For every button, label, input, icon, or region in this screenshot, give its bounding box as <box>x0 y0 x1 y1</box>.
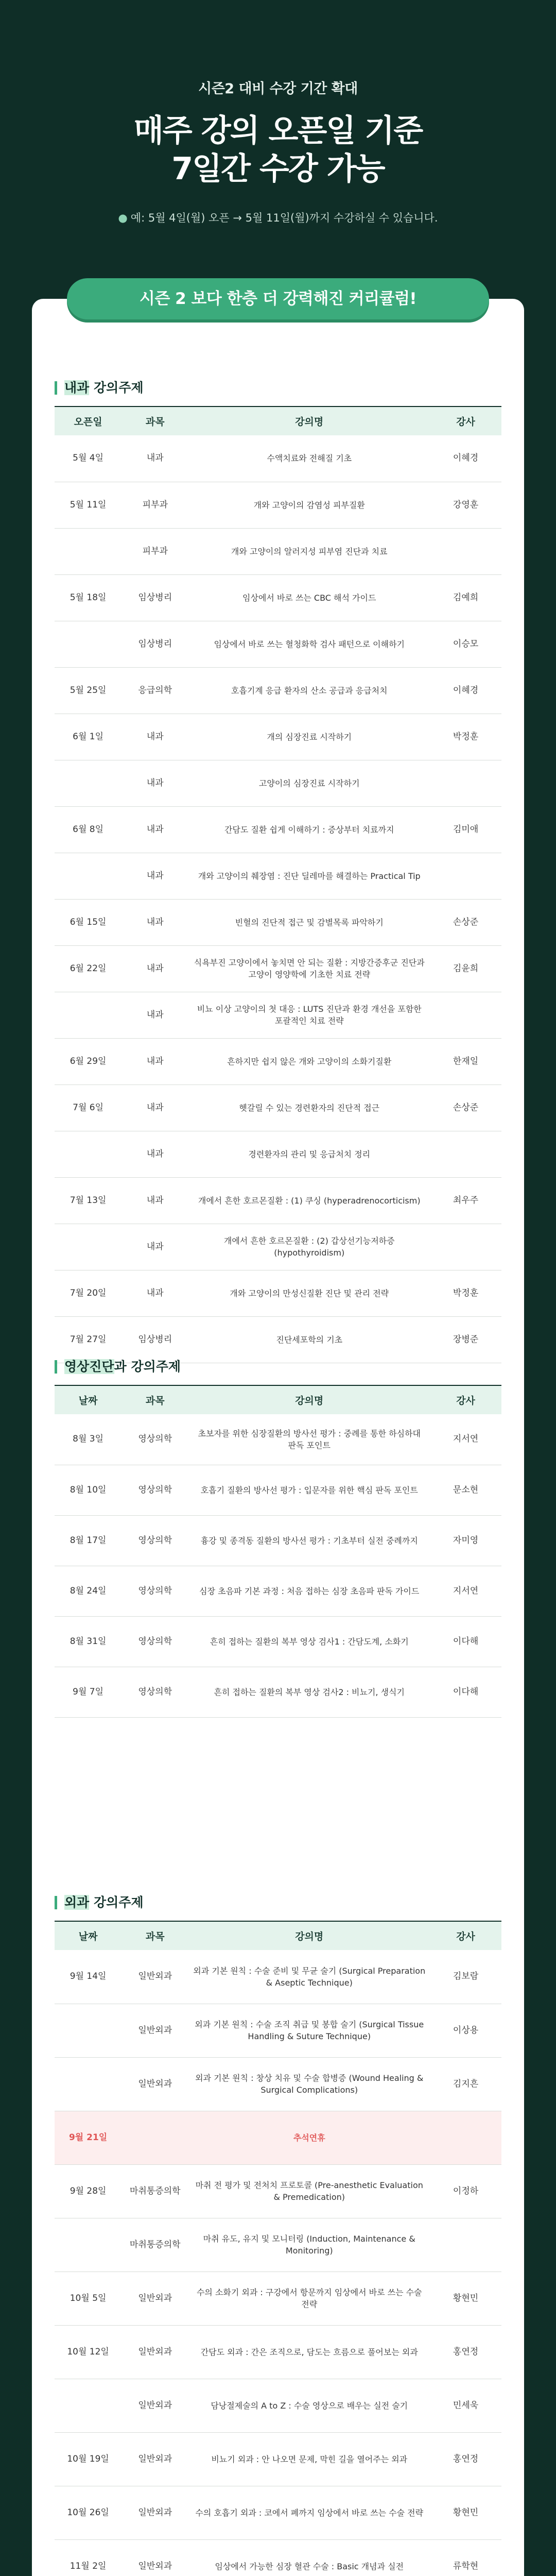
table-row <box>55 435 501 482</box>
instructor-cell: 장병준 <box>430 1316 501 1363</box>
lecture-cell: 비뇨기 외과 : 안 나오면 문제, 막힌 길을 열어주는 외과 <box>188 2432 430 2486</box>
table-row <box>55 992 501 1038</box>
date-cell: 10월 5일 <box>55 2272 121 2325</box>
date-cell: 8월 17일 <box>55 1515 121 1566</box>
table-row <box>55 899 501 945</box>
date-cell <box>55 2004 121 2057</box>
date-cell: 9월 14일 <box>55 1950 121 2004</box>
table-row <box>55 2486 501 2539</box>
hero-subtitle: 시즌2 대비 수강 기간 확대 <box>198 81 358 97</box>
date-cell <box>55 2057 121 2111</box>
date-cell <box>55 621 121 667</box>
table-header: 강의명 <box>188 406 430 435</box>
date-cell <box>55 2218 121 2272</box>
table-row <box>55 2111 501 2164</box>
lecture-cell: 흔히 접하는 질환의 복부 영상 검사2 : 비뇨기, 생식기 <box>188 1667 430 1717</box>
lecture-cell: 비뇨 이상 고양이의 첫 대응 : LUTS 진단과 환경 개선을 포함한 포괄적인 치료 전략 <box>188 992 430 1038</box>
hero-section <box>0 0 556 224</box>
subject-cell: 내과 <box>121 1177 188 1224</box>
date-cell: 7월 20일 <box>55 1270 121 1316</box>
instructor-cell: 김지흔 <box>430 2057 501 2111</box>
instructor-cell: 홍연정 <box>430 2325 501 2379</box>
lecture-cell: 수액치료와 전해질 기초 <box>188 435 430 482</box>
lecture-cell: 임상에서 바로 쓰는 CBC 해석 가이드 <box>188 574 430 621</box>
table-header: 강사 <box>430 1385 501 1414</box>
table-row <box>55 528 501 574</box>
instructor-cell: 지서연 <box>430 1566 501 1616</box>
lecture-cell: 수의 호흡기 외과 : 코에서 폐까지 임상에서 바로 쓰는 수술 전략 <box>188 2486 430 2539</box>
subject-cell: 영상의학 <box>121 1667 188 1717</box>
lecture-cell: 간담도 질환 쉽게 이해하기 : 증상부터 치료까지 <box>188 806 430 853</box>
instructor-cell: 황현민 <box>430 2486 501 2539</box>
lecture-cell: 임상에서 바로 쓰는 혈청화학 검사 패턴으로 이해하기 <box>188 621 430 667</box>
table-row <box>55 2432 501 2486</box>
lecture-cell: 고양이의 심장진료 시작하기 <box>188 760 430 806</box>
table-row <box>55 2218 501 2272</box>
date-cell <box>55 853 121 899</box>
instructor-cell <box>430 760 501 806</box>
table-row <box>55 760 501 806</box>
subject-cell: 영상의학 <box>121 1616 188 1667</box>
date-cell: 8월 3일 <box>55 1414 121 1465</box>
lecture-cell: 개와 고양이의 알러지성 피부염 진단과 치료 <box>188 528 430 574</box>
instructor-cell <box>430 2111 501 2164</box>
table-row <box>55 667 501 714</box>
instructor-cell: 이상용 <box>430 2004 501 2057</box>
instructor-cell: 손상준 <box>430 1084 501 1131</box>
table-header: 과목 <box>121 406 188 435</box>
lecture-cell: 간담도 외과 : 간은 조직으로, 담도는 흐름으로 풀어보는 외과 <box>188 2325 430 2379</box>
subject-cell: 마취통증의학 <box>121 2164 188 2218</box>
subject-cell: 일반외과 <box>121 2004 188 2057</box>
table-row <box>55 1177 501 1224</box>
instructor-cell: 이다해 <box>430 1616 501 1667</box>
lecture-cell: 외과 기본 원칙 : 수술 조직 취급 및 봉합 술기 (Surgical Tissue Handling & Suture Technique) <box>188 2004 430 2057</box>
instructor-cell: 김예희 <box>430 574 501 621</box>
instructor-cell: 민세욱 <box>430 2379 501 2432</box>
instructor-cell: 손상준 <box>430 899 501 945</box>
lecture-cell: 개의 심장진료 시작하기 <box>188 714 430 760</box>
subject-cell: 내과 <box>121 714 188 760</box>
date-cell: 10월 12일 <box>55 2325 121 2379</box>
table-row <box>55 2004 501 2057</box>
table-row <box>55 1414 501 1465</box>
instructor-cell <box>430 2218 501 2272</box>
date-cell: 10월 26일 <box>55 2486 121 2539</box>
table-row <box>55 2164 501 2218</box>
date-cell <box>55 528 121 574</box>
instructor-cell <box>430 853 501 899</box>
table-row <box>55 1667 501 1717</box>
lecture-cell: 개와 고양이의 감염성 피부질환 <box>188 482 430 528</box>
subject-cell: 내과 <box>121 1038 188 1084</box>
table-row <box>55 1084 501 1131</box>
section-title <box>55 381 501 395</box>
section-title-highlight: 영상진단 <box>64 1359 114 1374</box>
lecture-cell: 임상에서 가능한 심장 혈관 수술 : Basic 개념과 실전 <box>188 2539 430 2576</box>
date-cell: 5월 18일 <box>55 574 121 621</box>
instructor-cell <box>430 1224 501 1270</box>
date-cell: 7월 6일 <box>55 1084 121 1131</box>
subject-cell: 내과 <box>121 899 188 945</box>
instructor-cell: 이혜경 <box>430 435 501 482</box>
section-title-highlight: 내과 <box>64 380 90 395</box>
subject-cell <box>121 2111 188 2164</box>
lecture-cell: 흔히 접하는 질환의 복부 영상 검사1 : 간담도계, 소화기 <box>188 1616 430 1667</box>
lecture-cell: 마취 전 평가 및 전처치 프로토콜 (Pre-anesthetic Evaluation & Premedication) <box>188 2164 430 2218</box>
hero-title-line1: 매주 강의 오픈일 기준 <box>133 113 423 149</box>
date-cell: 9월 28일 <box>55 2164 121 2218</box>
subject-cell: 내과 <box>121 853 188 899</box>
lecture-cell: 흉강 및 종격동 질환의 방사선 평가 : 기초부터 실전 중례까지 <box>188 1515 430 1566</box>
subject-cell: 임상병리 <box>121 621 188 667</box>
subject-cell: 영상의학 <box>121 1515 188 1566</box>
subject-cell: 응급의학 <box>121 667 188 714</box>
subject-cell: 내과 <box>121 806 188 853</box>
instructor-cell <box>430 528 501 574</box>
instructor-cell: 김미애 <box>430 806 501 853</box>
date-cell: 9월 7일 <box>55 1667 121 1717</box>
table-row <box>55 2057 501 2111</box>
subject-cell: 일반외과 <box>121 2325 188 2379</box>
lecture-cell: 초보자를 위한 심장질환의 방사선 평가 : 중례를 통한 하심하대 판독 포인트 <box>188 1414 430 1465</box>
table-row <box>55 2272 501 2325</box>
instructor-cell: 최우주 <box>430 1177 501 1224</box>
curriculum-banner: 시즌 2 보다 한층 더 강력해진 커리큘럼! <box>67 278 489 319</box>
subject-cell: 영상의학 <box>121 1566 188 1616</box>
date-cell <box>55 2379 121 2432</box>
lecture-cell: 호흡기계 응급 환자의 산소 공급과 응급처치 <box>188 667 430 714</box>
table-row <box>55 1270 501 1316</box>
date-cell <box>55 760 121 806</box>
section-title-rest: 과 강의주제 <box>114 1359 181 1374</box>
instructor-cell <box>430 1131 501 1177</box>
subject-cell: 피부과 <box>121 528 188 574</box>
instructor-cell: 이승모 <box>430 621 501 667</box>
subject-cell: 내과 <box>121 435 188 482</box>
instructor-cell: 지서연 <box>430 1414 501 1465</box>
hero-note-text: 예: 5월 4일(월) 오픈 → 5월 11일(월)까지 수강하실 수 있습니다. <box>130 212 438 224</box>
table-row <box>55 621 501 667</box>
date-cell: 5월 4일 <box>55 435 121 482</box>
section-title-rest: 강의주제 <box>89 1895 144 1910</box>
imaging-section <box>32 1360 524 1718</box>
hero-title-line2: 7일간 수강 가능 <box>171 151 385 187</box>
date-cell <box>55 1224 121 1270</box>
table-header: 날짜 <box>55 1385 121 1414</box>
table-row <box>55 482 501 528</box>
section-title <box>55 1360 501 1374</box>
date-cell: 5월 25일 <box>55 667 121 714</box>
table-header: 과목 <box>121 1385 188 1414</box>
date-cell: 5월 11일 <box>55 482 121 528</box>
instructor-cell: 이혜경 <box>430 667 501 714</box>
instructor-cell: 강영훈 <box>430 482 501 528</box>
date-cell: 6월 15일 <box>55 899 121 945</box>
table-row <box>55 1515 501 1566</box>
lecture-cell: 개와 고양이의 췌장염 : 진단 딜레마를 해결하는 Practical Tip <box>188 853 430 899</box>
table-row <box>55 1316 501 1363</box>
table-row <box>55 1465 501 1515</box>
instructor-cell: 김보람 <box>430 1950 501 2004</box>
date-cell: 6월 1일 <box>55 714 121 760</box>
date-cell <box>55 1131 121 1177</box>
table-row <box>55 1131 501 1177</box>
subject-cell: 내과 <box>121 992 188 1038</box>
section-title-rest: 강의주제 <box>89 380 144 395</box>
section-title-highlight: 외과 <box>64 1895 90 1910</box>
instructor-cell: 류학현 <box>430 2539 501 2576</box>
subject-cell: 내과 <box>121 1224 188 1270</box>
lecture-cell: 추석연휴 <box>188 2111 430 2164</box>
table-header: 강의명 <box>188 1921 430 1950</box>
lecture-cell: 개에서 흔한 호르몬질환 : (2) 갑상선기능저하증 (hypothyroidism) <box>188 1224 430 1270</box>
internal-medicine-section <box>32 381 524 1363</box>
subject-cell: 일반외과 <box>121 2272 188 2325</box>
date-cell: 6월 29일 <box>55 1038 121 1084</box>
date-cell: 7월 27일 <box>55 1316 121 1363</box>
instructor-cell: 홍연정 <box>430 2432 501 2486</box>
date-cell: 6월 22일 <box>55 945 121 992</box>
table-header: 날짜 <box>55 1921 121 1950</box>
table-row <box>55 1038 501 1084</box>
lecture-cell: 담낭절제술의 A to Z : 수술 영상으로 배우는 실전 술기 <box>188 2379 430 2432</box>
schedule-table <box>55 1921 501 2576</box>
lecture-cell: 개와 고양이의 만성신질환 진단 및 관리 전략 <box>188 1270 430 1316</box>
subject-cell: 내과 <box>121 945 188 992</box>
date-cell: 8월 10일 <box>55 1465 121 1515</box>
date-cell: 8월 24일 <box>55 1566 121 1616</box>
surgery-section <box>32 1896 524 2576</box>
lecture-cell: 마취 유도, 유지 및 모니터링 (Induction, Maintenance & Monitoring) <box>188 2218 430 2272</box>
lecture-cell: 진단세포학의 기초 <box>188 1316 430 1363</box>
lecture-cell: 경련환자의 관리 및 응급처치 정리 <box>188 1131 430 1177</box>
instructor-cell: 황현민 <box>430 2272 501 2325</box>
subject-cell: 일반외과 <box>121 1950 188 2004</box>
lecture-cell: 빈혈의 진단적 접근 및 감별목록 파악하기 <box>188 899 430 945</box>
date-cell: 11월 2일 <box>55 2539 121 2576</box>
subject-cell: 일반외과 <box>121 2057 188 2111</box>
lecture-cell: 외과 기본 원칙 : 창상 치유 및 수술 합병증 (Wound Healing & Surgical Complications) <box>188 2057 430 2111</box>
instructor-cell: 문소현 <box>430 1465 501 1515</box>
table-row <box>55 806 501 853</box>
instructor-cell: 이다해 <box>430 1667 501 1717</box>
date-cell: 10월 19일 <box>55 2432 121 2486</box>
lecture-cell: 개에서 흔한 호르몬질환 : (1) 쿠싱 (hyperadrenocorticism) <box>188 1177 430 1224</box>
lecture-cell: 외과 기본 원칙 : 수술 준비 및 무균 술기 (Surgical Preparation & Aseptic Technique) <box>188 1950 430 2004</box>
lecture-cell: 헷갈릴 수 있는 경련환자의 진단적 접근 <box>188 1084 430 1131</box>
table-row <box>55 1224 501 1270</box>
section-title <box>55 1896 501 1909</box>
lecture-cell: 수의 소화기 외과 : 구강에서 항문까지 임상에서 바로 쓰는 수술 전략 <box>188 2272 430 2325</box>
lecture-cell: 심장 초음파 기본 과정 : 처음 접하는 심장 초음파 판독 가이드 <box>188 1566 430 1616</box>
subject-cell: 임상병리 <box>121 574 188 621</box>
subject-cell: 영상의학 <box>121 1414 188 1465</box>
schedule-table <box>55 1385 501 1718</box>
hero-note <box>0 210 556 225</box>
table-row <box>55 1950 501 2004</box>
schedule-table <box>55 406 501 1363</box>
lecture-cell: 식욕부진 고양이에서 놓치면 안 되는 질환 : 지방간증후군 진단과 고양이 영양학에 기초한 치료 전략 <box>188 945 430 992</box>
table-header: 과목 <box>121 1921 188 1950</box>
table-header: 강의명 <box>188 1385 430 1414</box>
table-row <box>55 714 501 760</box>
table-row <box>55 853 501 899</box>
table-header: 강사 <box>430 1921 501 1950</box>
subject-cell: 내과 <box>121 760 188 806</box>
instructor-cell: 박정훈 <box>430 1270 501 1316</box>
instructor-cell: 김윤희 <box>430 945 501 992</box>
instructor-cell: 박정훈 <box>430 714 501 760</box>
date-cell: 7월 13일 <box>55 1177 121 1224</box>
table-header: 오픈일 <box>55 406 121 435</box>
table-row <box>55 2325 501 2379</box>
table-row <box>55 2539 501 2576</box>
subject-cell: 일반외과 <box>121 2379 188 2432</box>
subject-cell: 일반외과 <box>121 2486 188 2539</box>
subject-cell: 영상의학 <box>121 1465 188 1515</box>
table-header: 강사 <box>430 406 501 435</box>
lecture-cell: 흔하지만 쉽지 않은 개와 고양이의 소화기질환 <box>188 1038 430 1084</box>
date-cell: 8월 31일 <box>55 1616 121 1667</box>
subject-cell: 내과 <box>121 1270 188 1316</box>
subject-cell: 내과 <box>121 1084 188 1131</box>
table-row <box>55 1566 501 1616</box>
subject-cell: 일반외과 <box>121 2539 188 2576</box>
date-cell <box>55 992 121 1038</box>
table-row <box>55 1616 501 1667</box>
instructor-cell: 자미영 <box>430 1515 501 1566</box>
table-row <box>55 2379 501 2432</box>
table-row <box>55 945 501 992</box>
instructor-cell: 이정하 <box>430 2164 501 2218</box>
subject-cell: 일반외과 <box>121 2432 188 2486</box>
instructor-cell <box>430 992 501 1038</box>
date-cell: 6월 8일 <box>55 806 121 853</box>
date-cell: 9월 21일 <box>55 2111 121 2164</box>
table-row <box>55 574 501 621</box>
instructor-cell: 한재일 <box>430 1038 501 1084</box>
subject-cell: 마취통증의학 <box>121 2218 188 2272</box>
subject-cell: 피부과 <box>121 482 188 528</box>
subject-cell: 임상병리 <box>121 1316 188 1363</box>
bullet-icon: ● <box>118 212 128 224</box>
lecture-cell: 호흡기 질환의 방사선 평가 : 입문자를 위한 핵심 판독 포인트 <box>188 1465 430 1515</box>
subject-cell: 내과 <box>121 1131 188 1177</box>
